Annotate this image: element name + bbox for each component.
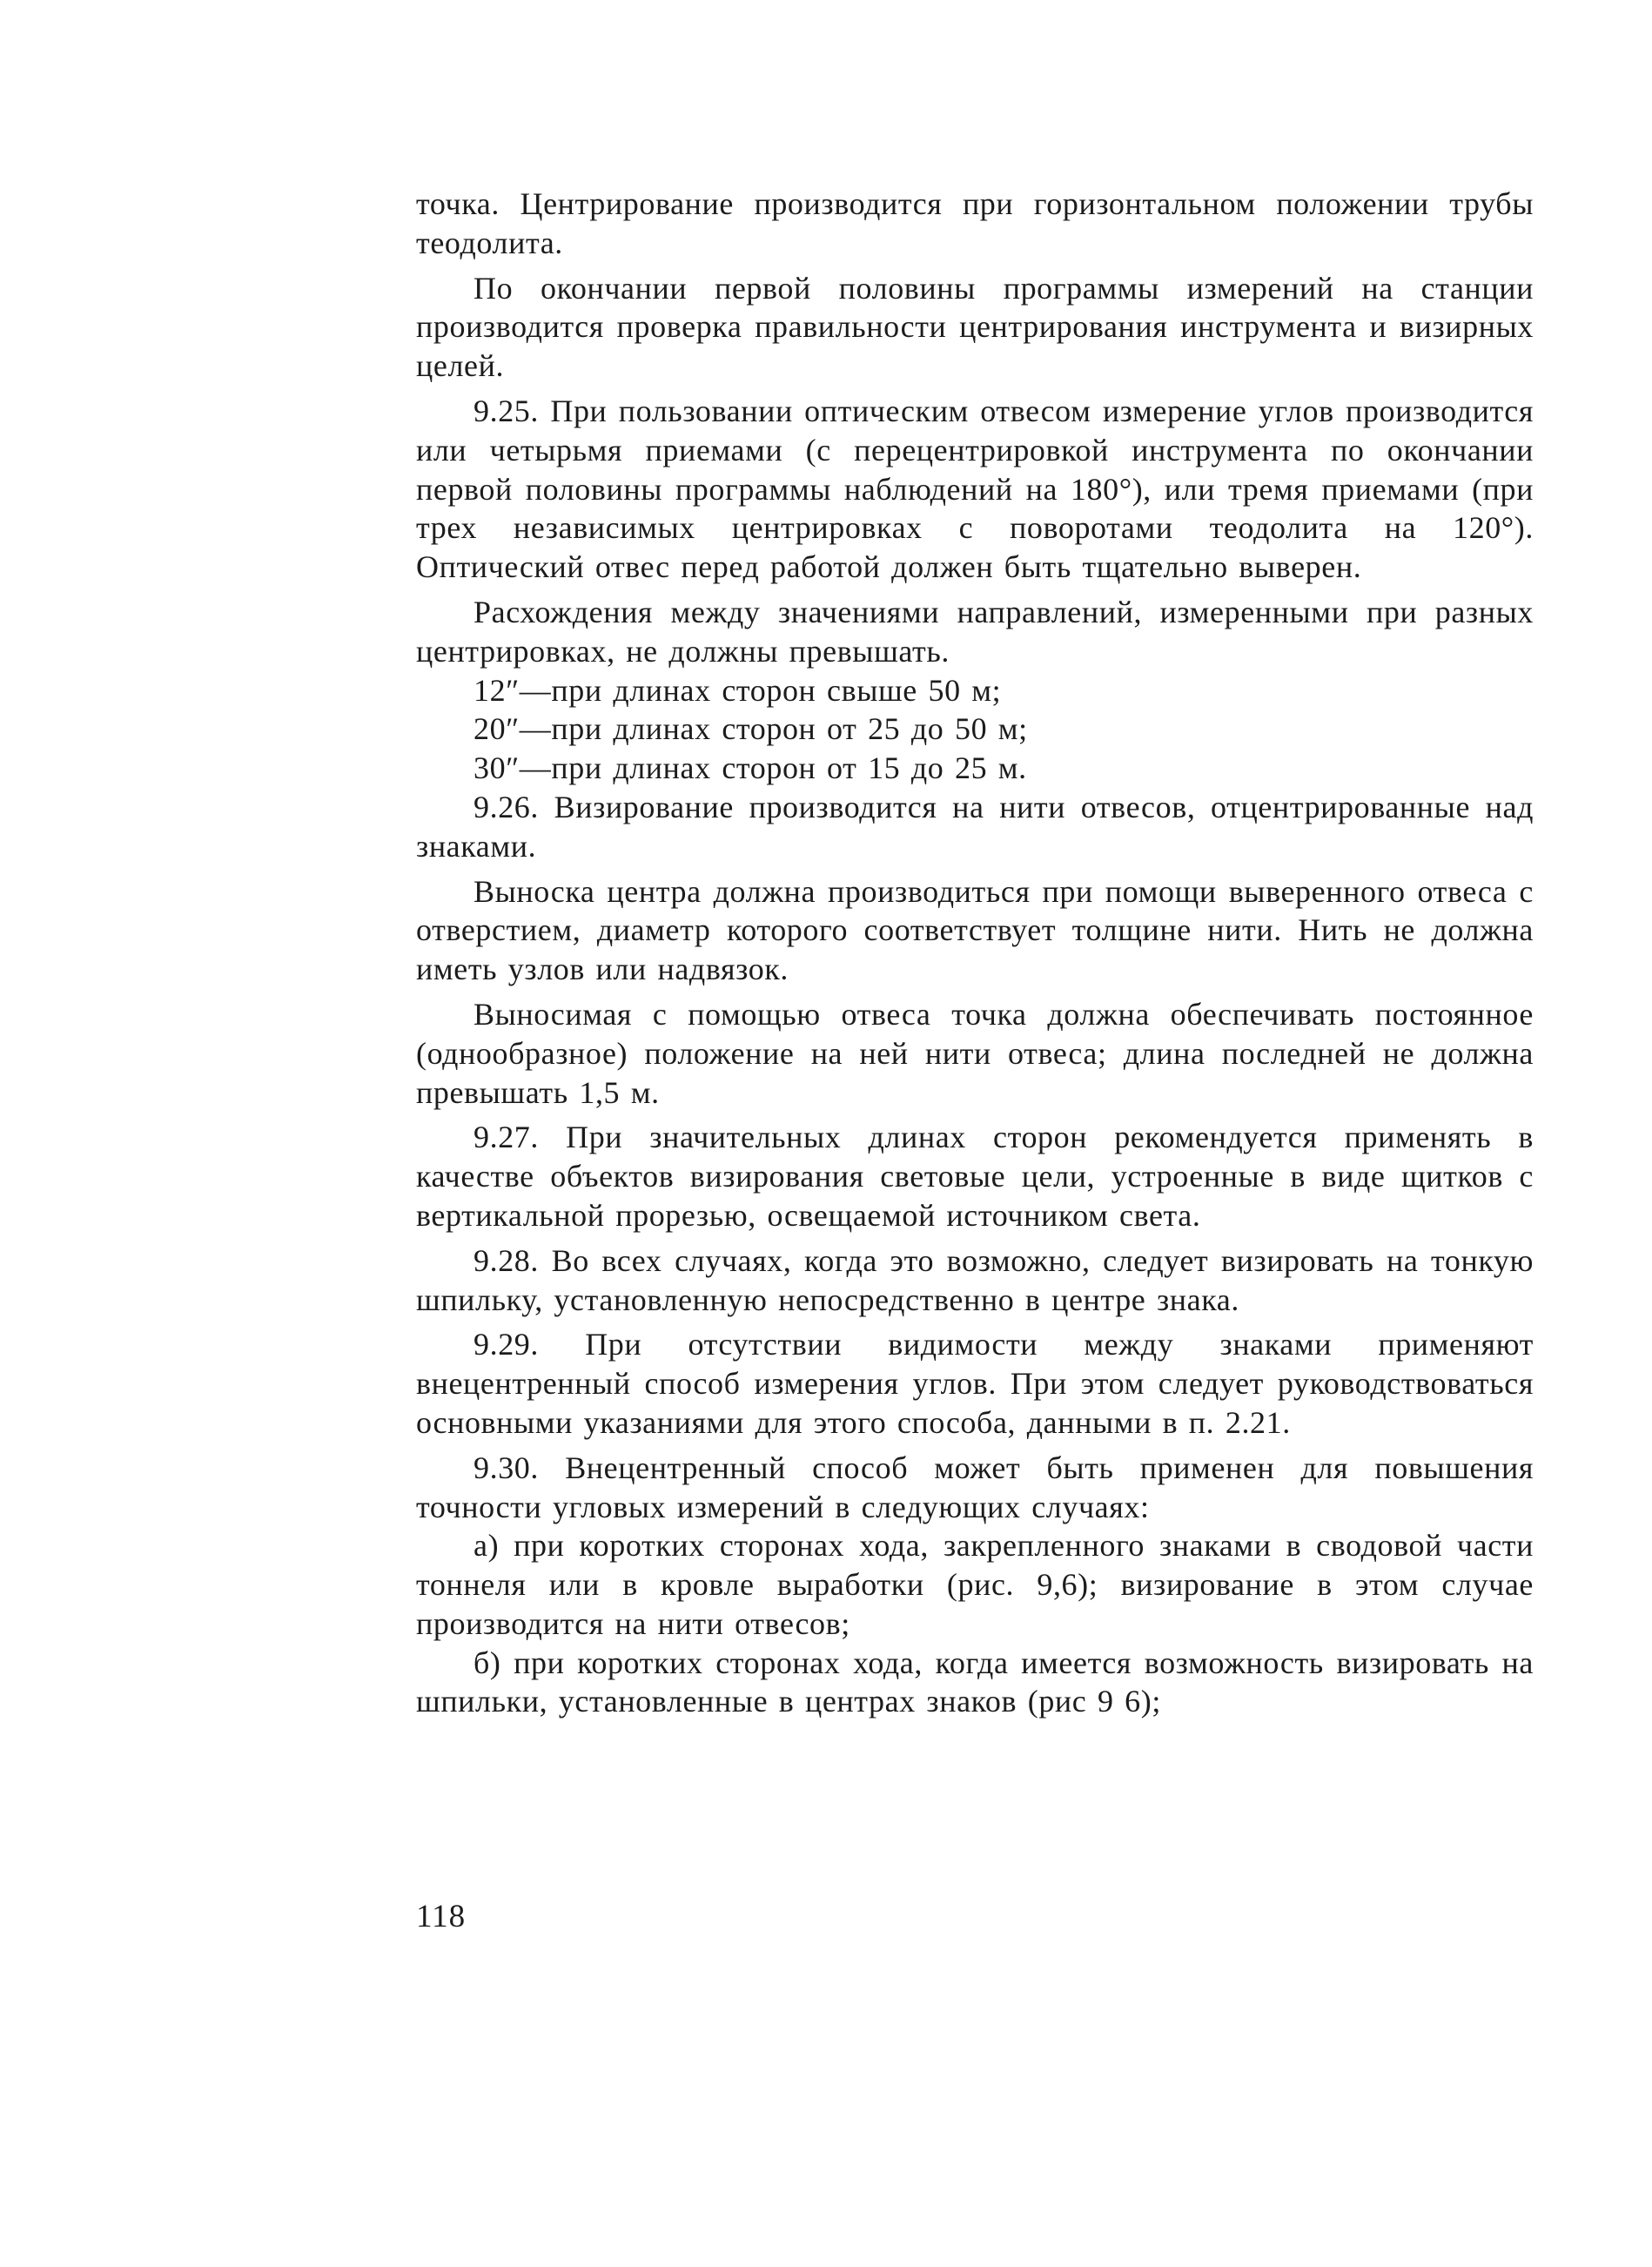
paragraph-9-27: 9.27. При значительных длинах сторон рекомендуется применять в качестве объектов визирования световые цели, устроенные в виде щитков с вертикальной прорезью, освещаемой источником света. xyxy=(416,1120,1534,1233)
tolerance-line-1: 12″—при длинах сторон свыше 50 м; xyxy=(473,672,1002,708)
tolerance-line-3: 30″—при длинах сторон от 15 до 25 м. xyxy=(473,750,1027,786)
paragraph-9-28: 9.28. Во всех случаях, когда это возможно, следует визировать на тонкую шпильку, установленную непосредственно в центре знака. xyxy=(416,1242,1534,1317)
paragraph-3: 9.25. При пользовании оптическим отвесом измерение углов производится или четырьмя приемами (с перецентрировкой инструмента по окончании первой половины программы наблюдений на 180°), или тремя приемами (при трех независимых центрировках с поворотами теодолита на 120°). Оптический отвес перед работой должен быть тщательно выверен. xyxy=(416,393,1534,585)
page-number: 118 xyxy=(416,1899,467,1934)
paragraph-4: Расхождения между значениями направлений, измеренными при разных центрировках, не должны превышать. xyxy=(416,594,1534,669)
list-item-b: б) при коротких сторонах хода, когда имеется возможность визировать на шпильки, установленные в центрах знаков (рис 9 6); xyxy=(416,1645,1534,1719)
list-item-a: а) при коротких сторонах хода, закрепленного знаками в сводовой части тоннеля или в кровле выработки (рис. 9,6); визирование в этом случае производится на нити отвесов; xyxy=(416,1528,1534,1641)
tolerance-line-2: 20″—при длинах сторон от 25 до 50 м; xyxy=(473,711,1028,747)
paragraph-2: По окончании первой половины программы измерений на станции производится проверка правильности центрирования инструмента и визирных целей. xyxy=(416,270,1534,384)
paragraph-1: точка. Центрирование производится при горизонтальном положении трубы теодолита. xyxy=(416,186,1534,260)
paragraph-9-29: 9.29. При отсутствии видимости между знаками применяют внецентренный способ измерения углов. При этом следует руководствоваться основными указаниями для этого способа, данными в п. 2.21. xyxy=(416,1327,1534,1440)
paragraph-9-26: 9.26. Визирование производится на нити отвесов, отцентрированные над знаками. xyxy=(416,789,1534,864)
paragraph-plumb-point: Выносимая с помощью отвеса точка должна обеспечивать постоянное (однообразное) положение на ней нити отвеса; длина последней не должна превышать 1,5 м. xyxy=(416,996,1534,1110)
paragraph-9-30: 9.30. Внецентренный способ может быть применен для повышения точности угловых измерений в следующих случаях: xyxy=(416,1450,1534,1524)
page-body xyxy=(416,185,1534,1721)
paragraph-center-transfer: Выноска центра должна производиться при помощи выверенного отвеса с отверстием, диаметр которого соответствует толщине нити. Нить не должна иметь узлов или надвязок. xyxy=(416,873,1534,987)
